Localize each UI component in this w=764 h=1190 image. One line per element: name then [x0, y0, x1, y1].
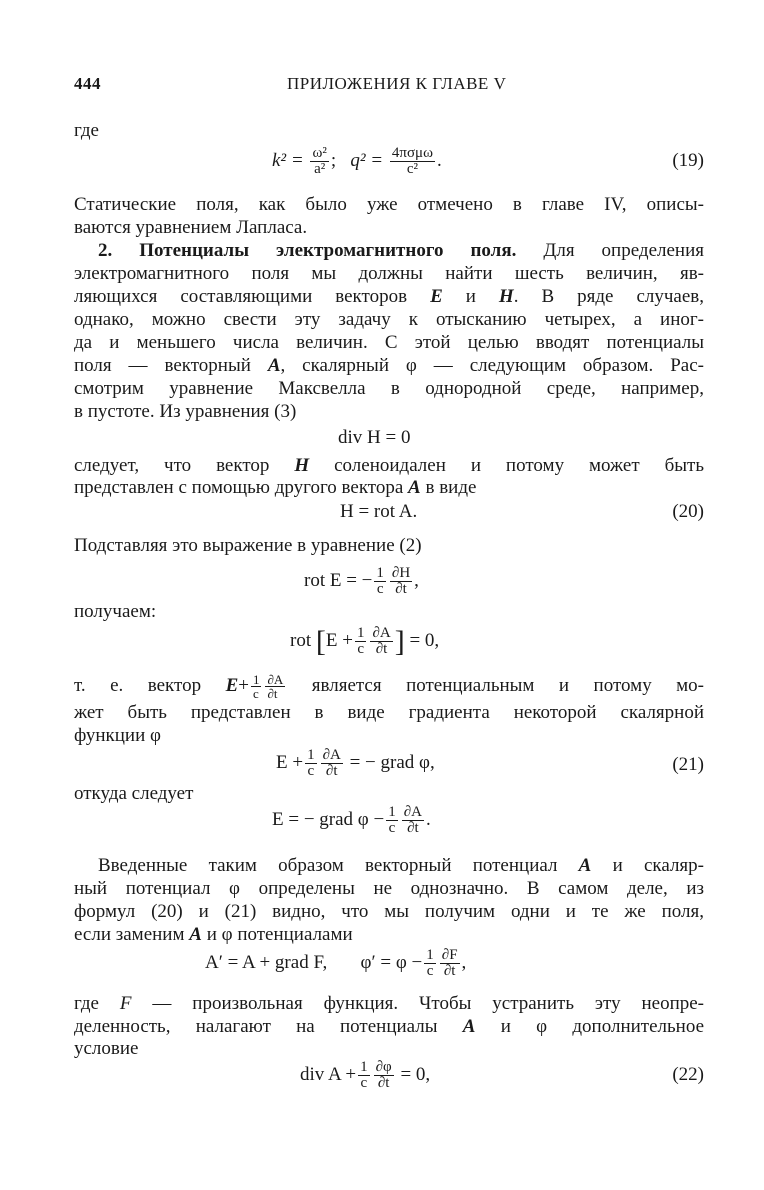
paragraph-line: да и меньшего числа величин. С этой целью вводят потенциалы	[74, 332, 704, 353]
paragraph-line: где F — произвольная функция. Чтобы устранить эту неопре-	[74, 993, 705, 1014]
equation-number-22: (22)	[672, 1064, 704, 1085]
paragraph-line: поля — векторный A, скалярный φ — следующим образом. Рас-	[74, 355, 704, 376]
paragraph-line: Статические поля, как было уже отмечено в главе IV, описы-	[74, 194, 704, 215]
paragraph-line: функции φ	[74, 725, 161, 746]
text-where: где	[74, 120, 99, 141]
paragraph-line: в пустоте. Из уравнения (3)	[74, 401, 297, 422]
paragraph-line: ваются уравнением Лапласа.	[74, 217, 308, 238]
paragraph-line: следует, что вектор H соленоидален и потому может быть	[74, 455, 705, 476]
paragraph-line: ляющихся составляющими векторов E и H. В ряде случаев,	[74, 286, 705, 307]
equation-number-20: (20)	[672, 501, 704, 522]
paragraph-line: смотрим уравнение Максвелла в однородной среде, например,	[74, 378, 704, 399]
paragraph-line: Подставляя это выражение в уравнение (2)	[74, 535, 422, 556]
paragraph-line: электромагнитного поля мы должны найти шесть величин, яв-	[74, 263, 704, 284]
equation-21: E + $\frac{1}{c}$ $\frac{\partial A}{\partial t}$ = − grad φ,	[276, 747, 435, 779]
section-heading-line: 2. Потенциалы электромагнитного поля. Для определения	[98, 240, 704, 261]
paragraph-line: если заменим A и φ потенциалами	[74, 924, 353, 945]
paragraph-line: Введенные таким образом векторный потенциал A и скаляр-	[98, 855, 704, 876]
equation-19: k² = $\frac{\text{ω²}}{\text{a²}}$ ; q² = $\frac{\text{4πσμω}}{\text{c²}}$ .	[272, 145, 442, 177]
equation-rot-bracket: rot [E + $\frac{1}{c}$ $\frac{\partial A}{\partial t}$ ] = 0,	[290, 625, 440, 658]
paragraph-line: откуда следует	[74, 783, 194, 804]
paragraph-line: однако, можно свести эту задачу к отысканию четырех, а иног-	[74, 309, 704, 330]
paragraph-line: жет быть представлен в виде градиента некоторой скалярной	[74, 702, 704, 723]
equation-number-19: (19)	[672, 150, 704, 171]
equation-22: div A + $\frac{1}{c}$ $\frac{\partial\varphi}{\partial t}$ = 0,	[300, 1059, 431, 1091]
equation-div-h: div H = 0	[338, 427, 411, 448]
running-title: ПРИЛОЖЕНИЯ К ГЛАВЕ V	[287, 74, 507, 93]
equation-gauge-transform: A′ = A + grad F, φ′ = φ − $\frac{1}{c}$ $\frac{\partial F}{\partial t}$ ,	[205, 947, 467, 979]
equation-20: H = rot A.	[340, 501, 418, 522]
page-number: 444	[74, 74, 101, 93]
paragraph-line: получаем:	[74, 601, 157, 622]
paragraph-line: т. е. вектор E+ $\frac{1}{c}$ $\frac{\partial A}{\partial t}$ является потенциальным и потому мо-	[74, 672, 705, 701]
equation-e-gradient: E = − grad φ − $\frac{1}{c}$ $\frac{\partial A}{\partial t}$ .	[272, 804, 431, 836]
paragraph-line: ный потенциал φ определены не однозначно. В самом деле, из	[74, 878, 704, 899]
paragraph-line: условие	[74, 1038, 139, 1059]
paragraph-line: деленность, налагают на потенциалы A и φ дополнительное	[74, 1016, 704, 1037]
equation-number-21: (21)	[672, 754, 704, 775]
equation-rot-e: rot E = − $\frac{1}{c}$ $\frac{\partial H}{\partial t}$ ,	[304, 565, 419, 597]
paragraph-line: представлен с помощью другого вектора A в виде	[74, 477, 477, 498]
paragraph-line: формул (20) и (21) видно, что мы получим одни и те же поля,	[74, 901, 704, 922]
